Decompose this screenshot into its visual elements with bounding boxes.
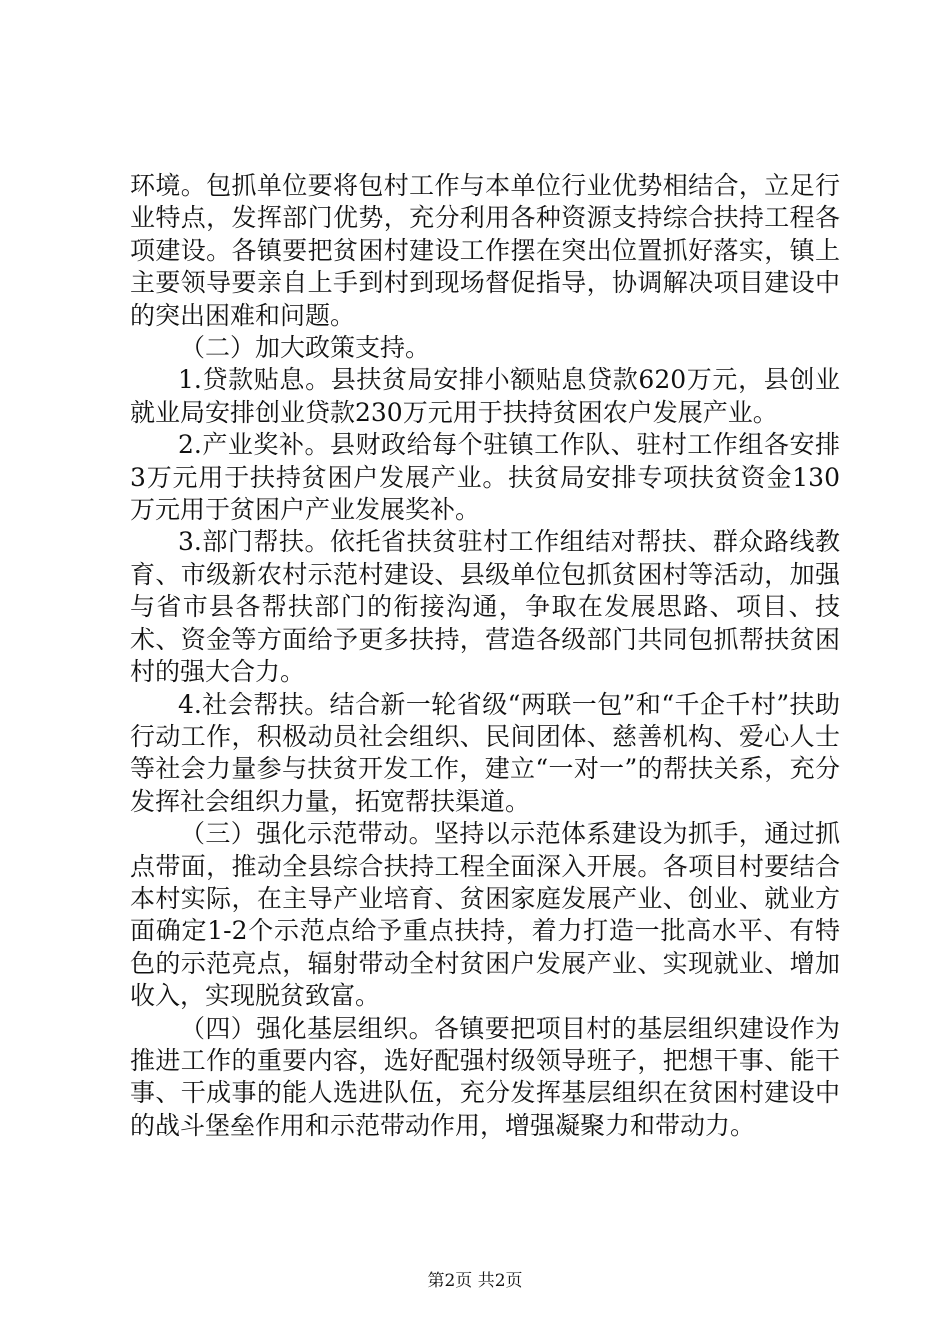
page-number-footer: 第2页 共2页 — [427, 1271, 523, 1291]
document-body — [130, 170, 840, 1142]
paragraph-industry-reward: 2.产业奖补。县财政给每个驻镇工作队、驻村工作组各安排3万元用于扶持贫困户发展产业。扶贫局安排专项扶贫资金130万元用于贫困户产业发展奖补。 — [130, 430, 840, 525]
heading-policy-support: （二）加大政策支持。 — [180, 333, 431, 363]
paragraph-demonstration: （三）强化示范带动。坚持以示范体系建设为抓手，通过抓点带面，推动全县综合扶持工程全面深入开展。各项目村要结合本村实际，在主导产业培育、贫困家庭发展产业、创业、就业方面确定1-2个示范点给予重点扶持，着力打造一批高水平、有特色的示范亮点，辐射带动全村贫困户发展产业、实现就业、增加收入，实现脱贫致富。 — [130, 819, 840, 1011]
paragraph-loan-subsidy: 1.贷款贴息。县扶贫局安排小额贴息贷款620万元，县创业就业局安排创业贷款230万元用于扶持贫困农户发展产业。 — [130, 365, 840, 427]
paragraph-environment-continuation: 环境。包抓单位要将包村工作与本单位行业优势相结合，立足行业特点，发挥部门优势，充分利用各种资源支持综合扶持工程各项建设。各镇要把贫困村建设工作摆在突出位置抓好落实，镇上主要领导要亲自上手到村到现场督促指导，协调解决项目建设中的突出困难和问题。 — [130, 171, 840, 330]
paragraph-department-assistance: 3.部门帮扶。依托省扶贫驻村工作组结对帮扶、群众路线教育、市级新农村示范村建设、县级单位包抓贫困村等活动，加强与省市县各帮扶部门的衔接沟通，争取在发展思路、项目、技术、资金等方面给予更多扶持，营造各级部门共同包抓帮扶贫困村的强大合力。 — [130, 527, 840, 687]
paragraph-social-assistance: 4.社会帮扶。结合新一轮省级“两联一包”和“千企千村”扶助行动工作，积极动员社会组织、民间团体、慈善机构、爱心人士等社会力量参与扶贫开发工作，建立“一对一”的帮扶关系，充分发挥社会组织力量，拓宽帮扶渠道。 — [130, 689, 840, 816]
paragraph-grassroots-organization: （四）强化基层组织。各镇要把项目村的基层组织建设作为推进工作的重要内容，选好配强村级领导班子，把想干事、能干事、干成事的能人选进队伍，充分发挥基层组织在贫困村建设中的战斗堡垒作用和示范带动作用，增强凝聚力和带动力。 — [130, 1013, 840, 1140]
